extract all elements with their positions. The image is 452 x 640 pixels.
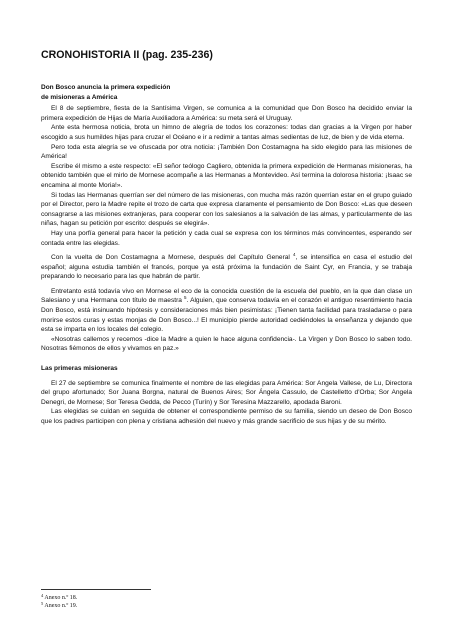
heading-line-2: de misioneras a América [41, 93, 118, 101]
paragraph-9: «Nosotras callemos y recemos -dice la Madre a quien le hace alguna confidencia-. La Virgen y Don Bosco lo saben todo. Nosotras fiémonos de ellos y vivamos en paz.» [41, 335, 412, 353]
paragraph-8-text-a: Entretanto está todavía vivo en Mornese el eco de la conocida cuestión de la escuela del pueblo, en la que dan clase un Salesiano y una Hermana con título de maestra [41, 287, 412, 305]
footnote-4 [41, 594, 77, 602]
footnote-text: Anexo n.º 19. [44, 603, 78, 609]
paragraph-8-text-b: . Alguien, que conserva todavía en el corazón el antiguo resentimiento hacia Don Bosco, está insinuando hipótesis y consideraciones más bien pesimistas: ¡Tienen tanta facilidad para trasladarse o para morirse estos curas y estas monjas de Don Bosco...! El municipio pierde autoridad cediéndoles la enseñanza y dejando que esta se imparta en los locales del colegio. [41, 297, 412, 334]
section-heading-announcement [41, 83, 412, 102]
paragraph-4: Escribe él mismo a este respecto: «El señor teólogo Cagliero, obtenida la primera expedición de Hermanas misioneras, ha obtenido también que el mirlo de Mornese acompañe a las Hermanas a Montevideo. Así termina la dolorosa historia: ¡Isaac se encamina al monte Moria!». [41, 162, 412, 189]
footnote-ref-4: 4 [293, 252, 296, 258]
paragraph-1: El 8 de septiembre, fiesta de la Santísima Virgen, se comunica a la comunidad que Don Bosco ha decidido enviar la primera expedición de Hijas de María Auxiliadora a América: su meta será el Uruguay. [41, 105, 412, 122]
paragraph-7 [41, 253, 412, 282]
footnote-divider [41, 589, 151, 590]
paragraph-8 [41, 287, 412, 335]
paragraph-3: Pero toda esta alegría se ve ofuscada por otra noticia: ¡También Don Costamagna ha sido elegido para las misiones de América! [41, 143, 412, 161]
page-title: CRONOHISTORIA II (pag. 235-236) [41, 49, 213, 61]
footnote-number: 4 [41, 593, 44, 598]
footnote-5 [41, 602, 77, 610]
paragraph-7-text-b: , se intensifica en casa el estudio del español; alguna estudia también el francés, porque ya está próxima la fundación de Saint Cyr, en Francia, y se trabaja preparando lo necesario para las que habrán de partir. [41, 254, 412, 281]
footnote-number: 5 [41, 601, 44, 606]
paragraph-10: El 27 de septiembre se comunica finalmente el nombre de las elegidas para América: Sor Angela Vallese, de Lu, Directora del grupo afortunado; Sor Juana Borgna, natural de Buenos Aires; Sor Ángela Cassulo, de Castelletto d'Orba; Sor Angela Denegri, de Mornese; Sor Teresa Gedda, de Pecco (Turín) y Sor Teresina Mazzarello, apodada Baroni. [41, 379, 412, 406]
paragraph-6: Hay una porfía general para hacer la petición y cada cual se expresa con los términos más convincentes, esperando ser contada entre las elegidas. [41, 229, 412, 247]
paragraph-5: Si todas las Hermanas querrían ser del número de las misioneras, con mucha más razón querrían estar en el grupo guiado por el Director, pero la Madre repite el trozo de carta que expresa claramente el pensamiento de Don Bosco: «Las que deseen consagrarse a las misiones extranjeras, para cooperar con los salesianos a la salvación de las almas, y particularmente de las niñas, hagan su petición por escrito: después se elegirá». [41, 191, 412, 228]
heading-line-1: Don Bosco anuncia la primera expedición [41, 84, 171, 91]
paragraph-2: Ante esta hermosa noticia, brota un himno de alegría de todos los corazones: todas dan gracias a la Virgen por haber escogido a sus humildes hijas para cruzar el Océano e ir a redimir a tantas almas sedientas de luz, de bien y de vida eterna. [41, 124, 412, 141]
footnote-text: Anexo n.º 18. [44, 595, 78, 601]
section-heading-missionaries: Las primeras misioneras [41, 365, 118, 373]
paragraph-7-text-a: Con la vuelta de Don Costamagna a Mornese, después del Capítulo General [51, 254, 294, 262]
paragraph-11: Las elegidas se cuidan en seguida de obtener el correspondiente permiso de su familia, siendo un deseo de Don Bosco que los padres participen con plena y cristiana adhesión del nuevo y más grande sacrificio de sus hijas y de su mérito. [41, 408, 412, 425]
footnote-ref-5: 5 [184, 295, 187, 301]
